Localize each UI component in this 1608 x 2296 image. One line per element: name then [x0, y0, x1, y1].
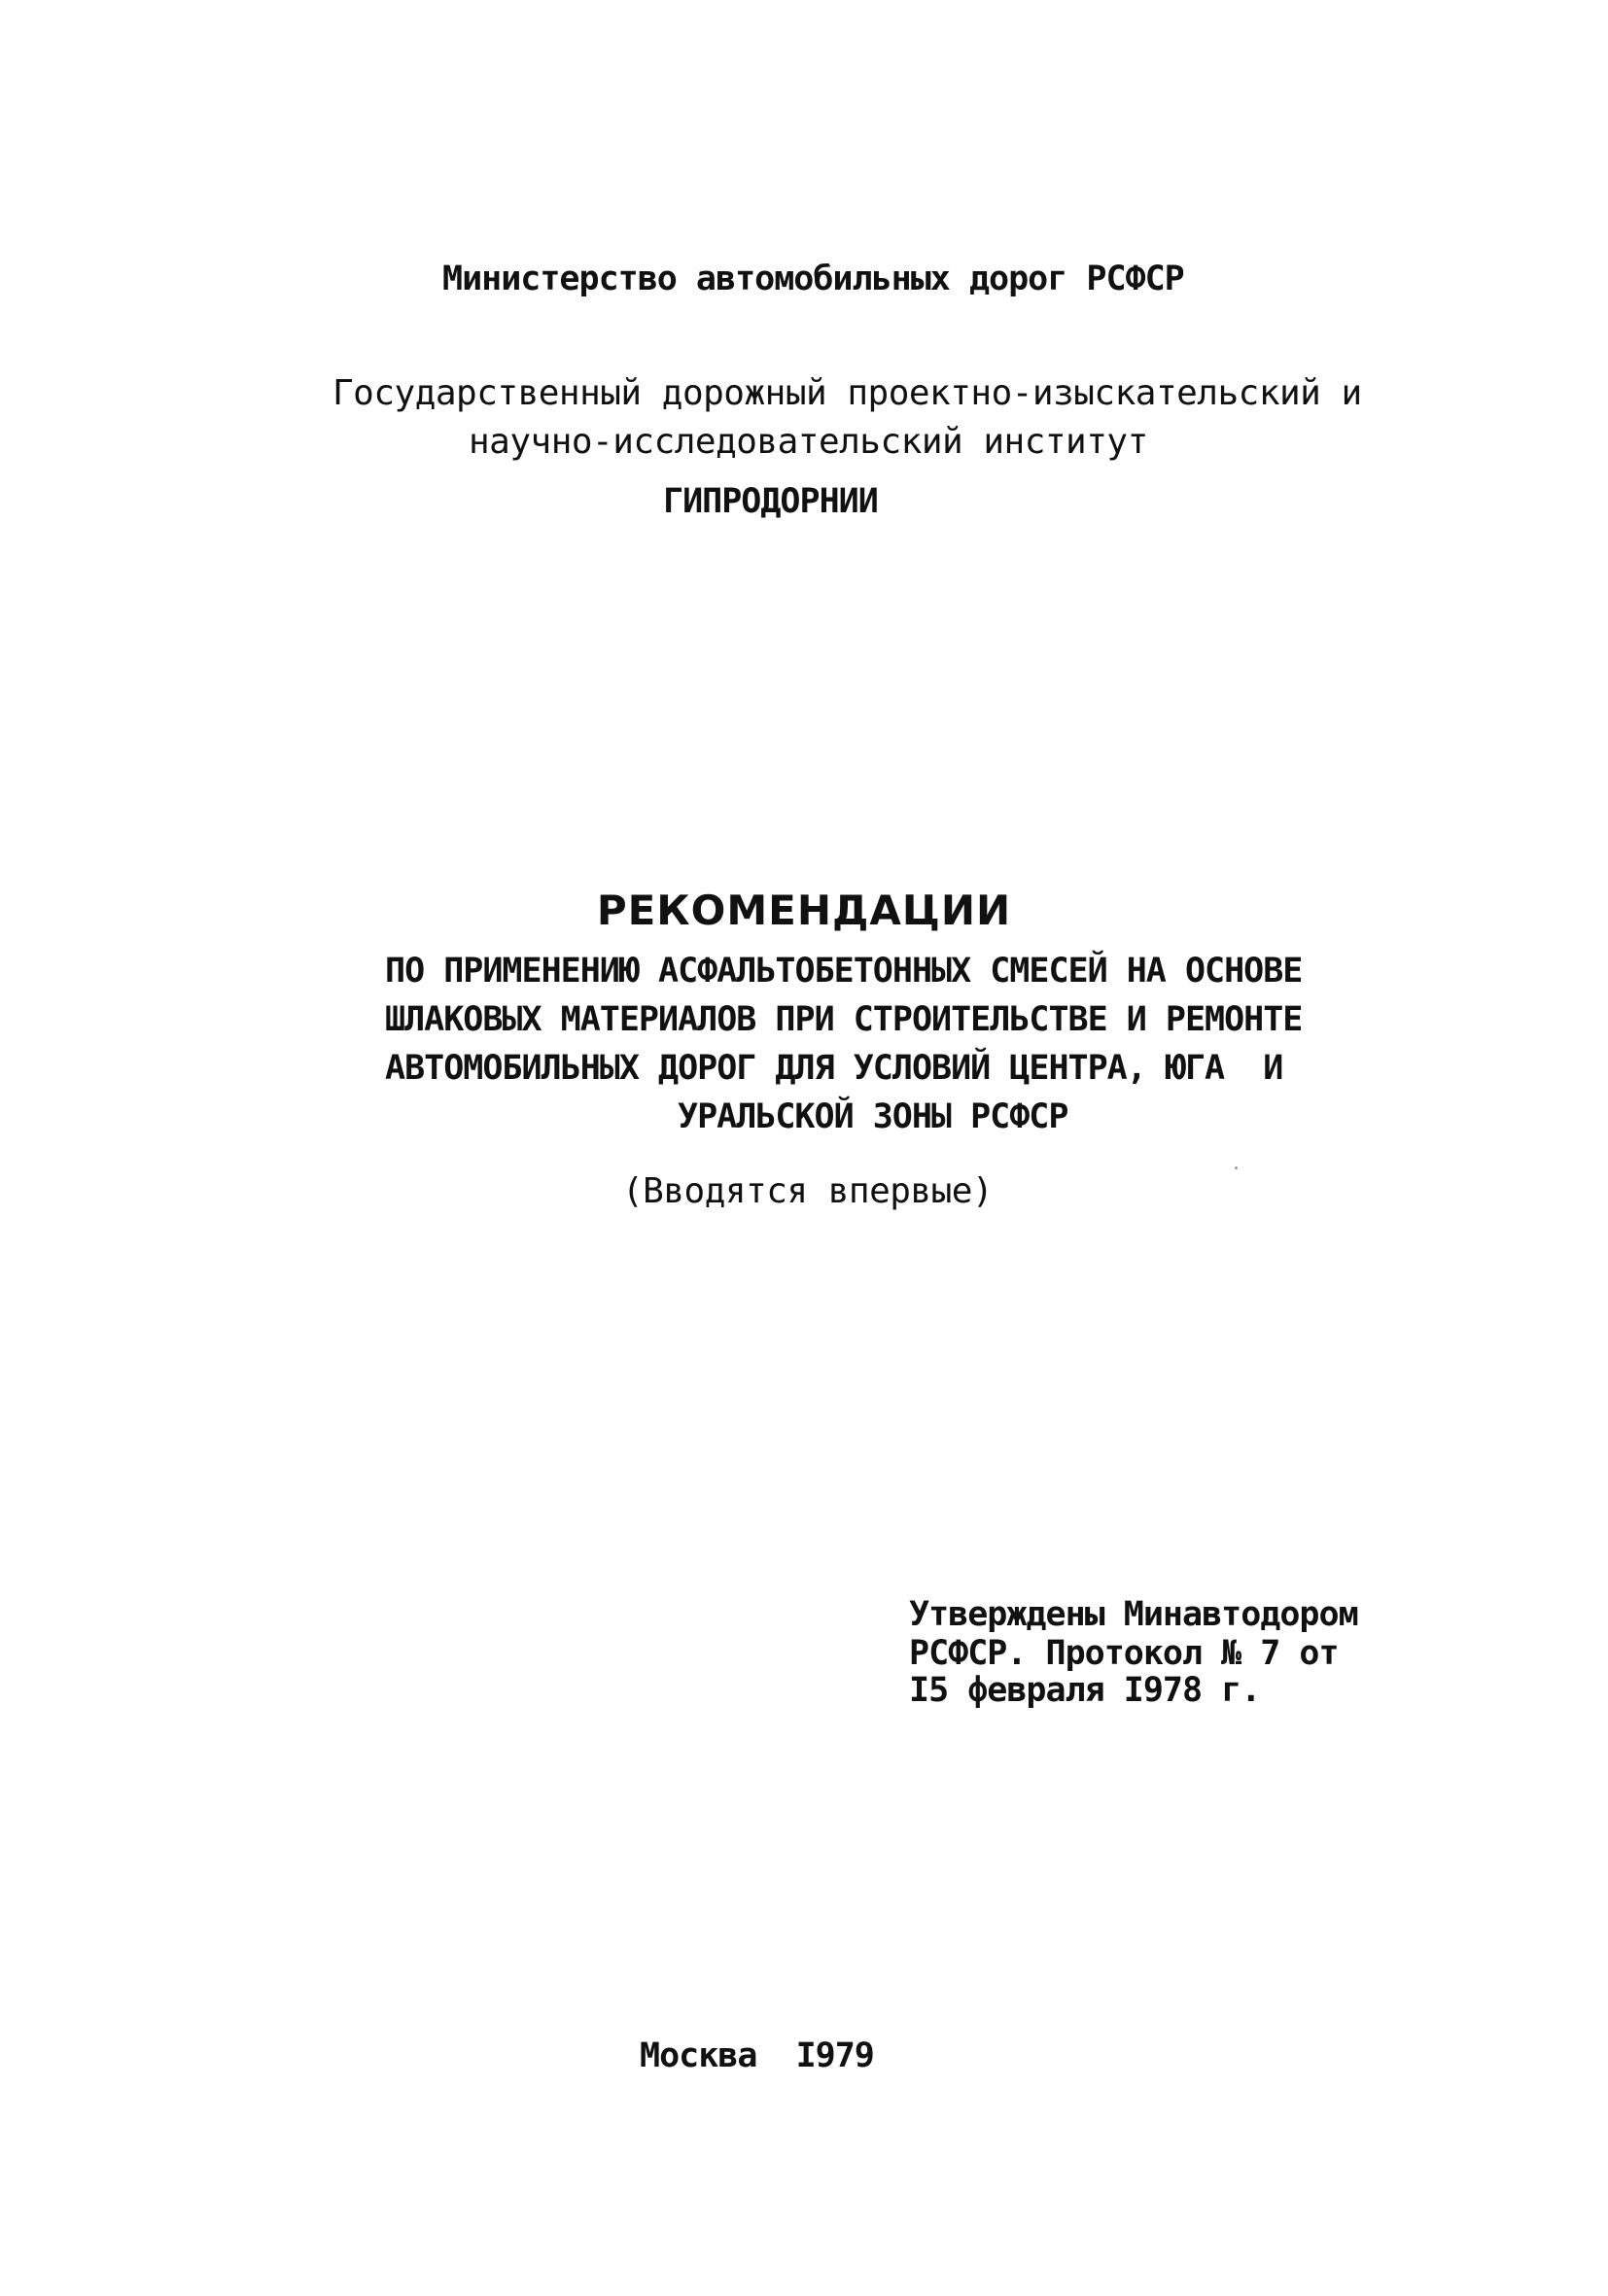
institute-name-line1: Государственный дорожный проектно-изыскательский и [332, 373, 1362, 413]
subtitle-line-4: УРАЛЬСКОЙ ЗОНЫ РСФСР [678, 1097, 1068, 1136]
subtitle-line-1: ПО ПРИМЕНЕНИЮ АСФАЛЬТОБЕТОННЫХ СМЕСЕЙ НА ОСНОВЕ [385, 952, 1303, 991]
introduction-note: (Вводятся впервые) [622, 1171, 994, 1211]
ministry-name: Министерство автомобильных дорог РСФСР [442, 260, 1184, 298]
city-year: Москва I979 [640, 2036, 874, 2075]
approval-line-1: Утверждены Минавтодором [909, 1595, 1358, 1634]
approval-line-3: I5 февраля I978 г. [909, 1671, 1261, 1710]
institute-name-line2: научно-исследовательский институт [469, 422, 1148, 462]
document-heading: РЕКОМЕНДАЦИИ [596, 887, 1012, 934]
subtitle-line-2: ШЛАКОВЫХ МАТЕРИАЛОВ ПРИ СТРОИТЕЛЬСТВЕ И РЕМОНТЕ [385, 1000, 1303, 1039]
scan-speck [1235, 1166, 1238, 1169]
subtitle-line-3: АВТОМОБИЛЬНЫХ ДОРОГ ДЛЯ УСЛОВИЙ ЦЕНТРА, ЮГА И [385, 1049, 1283, 1088]
approval-line-2: РСФСР. Протокол № 7 от [909, 1634, 1339, 1673]
institute-abbreviation: ГИПРОДОРНИИ [663, 482, 878, 521]
